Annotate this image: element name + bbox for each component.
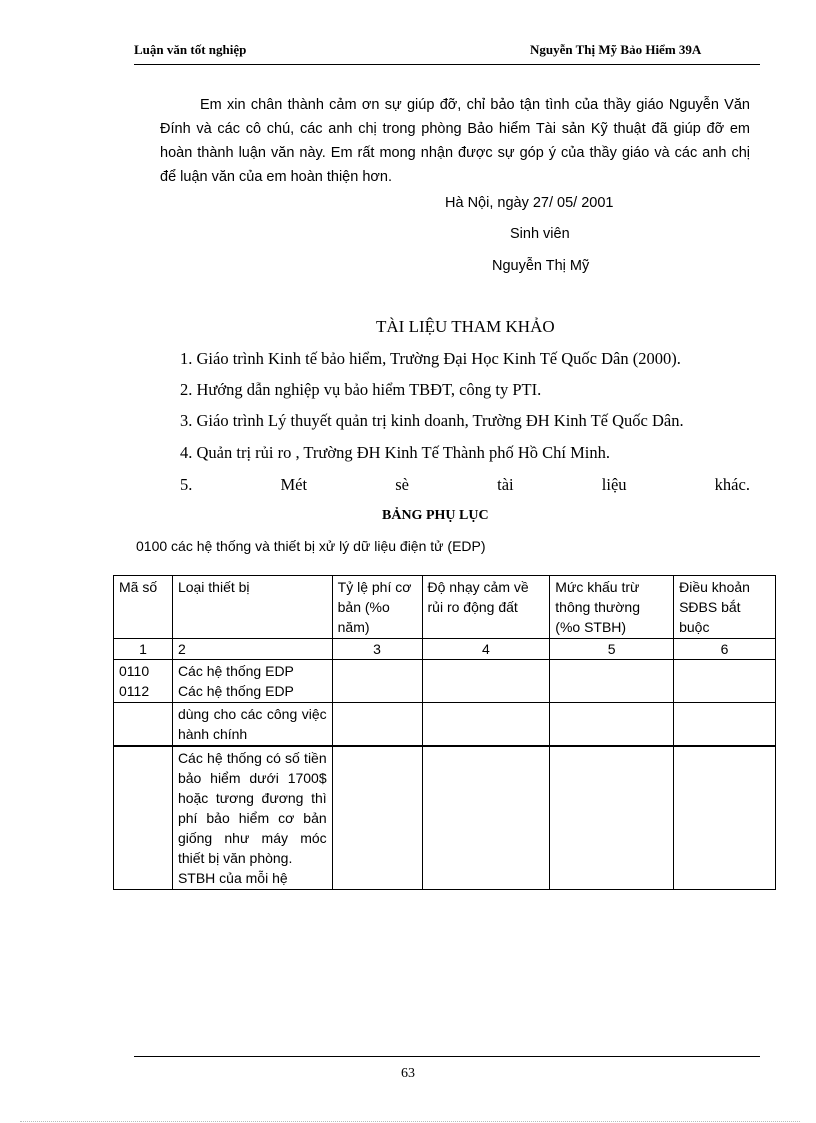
header-cell: Tỷ lệ phí cơ bản (%o năm) [332, 576, 422, 639]
appendix-subtitle: 0100 các hệ thống và thiết bị xử lý dữ liệu điện tử (EDP) [136, 538, 486, 554]
signature-name: Nguyễn Thị Mỹ [492, 258, 590, 274]
signature-role: Sinh viên [510, 226, 570, 242]
reference-item: 4. Quản trị rủi ro , Trường ĐH Kinh Tế Thành phố Hồ Chí Minh. [180, 443, 611, 462]
page-number: 63 [401, 1066, 415, 1081]
reference-item-5 [180, 475, 750, 495]
header-divider [134, 64, 760, 65]
header-cell: Mức khấu trừ thông thường (%o STBH) [550, 576, 674, 639]
column-number: 6 [674, 639, 776, 660]
footer-divider [134, 1056, 760, 1057]
place-date: Hà Nội, ngày 27/ 05/ 2001 [445, 195, 614, 211]
reference-word: khác. [714, 475, 750, 494]
header-cell: Mã số [114, 576, 173, 639]
header-cell: Loại thiết bị [172, 576, 332, 639]
reference-word: 5. [180, 475, 193, 494]
row-type: dùng cho các công việc hành chính [172, 703, 332, 747]
table-row [114, 703, 776, 747]
column-number: 5 [550, 639, 674, 660]
column-number: 3 [332, 639, 422, 660]
appendix-title: BẢNG PHỤ LỤC [382, 508, 489, 523]
reference-word: Mét [280, 475, 308, 494]
row-code [114, 746, 173, 890]
reference-item: 1. Giáo trình Kinh tế bảo hiểm, Trường Đại Học Kinh Tế Quốc Dân (2000). [180, 349, 681, 368]
reference-word: sè [395, 475, 409, 494]
row-type: Các hệ thống có số tiền bảo hiểm dưới 1700$ hoặc tương đương thì phí bảo hiểm cơ bản giống như máy móc thiết bị văn phòng. STBH của mỗi hệ [172, 746, 332, 890]
reference-item: 2. Hướng dẫn nghiệp vụ bảo hiểm TBĐT, công ty PTI. [180, 380, 542, 399]
header-cell: Độ nhạy cảm về rủi ro động đất [422, 576, 550, 639]
page-bottom-dotted-line [20, 1121, 800, 1122]
column-number: 4 [422, 639, 550, 660]
row-code: 0110 0112 [114, 660, 173, 703]
header-author: Nguyễn Thị Mỹ Bảo Hiểm 39A [530, 42, 702, 57]
table-header-row [114, 576, 776, 639]
header-document-title: Luận văn tốt nghiệp [134, 42, 247, 57]
reference-word: liệu [601, 475, 627, 494]
column-number-row [114, 639, 776, 660]
header-cell: Điều khoản SĐBS bắt buộc [674, 576, 776, 639]
appendix-table [113, 575, 776, 890]
row-code [114, 703, 173, 747]
column-number: 2 [172, 639, 332, 660]
closing-paragraph: Em xin chân thành cảm ơn sự giúp đỡ, chỉ bảo tận tình của thầy giáo Nguyễn Văn Đính và các cô chú, các anh chị trong phòng Bảo hiểm Tài sản Kỹ thuật đã giúp đỡ em hoàn thành luận văn này. Em rất mong nhận được sự góp ý của thầy giáo và các anh chị để luận văn của em hoàn thiện hơn. [160, 97, 750, 185]
references-title: TÀI LIỆU THAM KHẢO [376, 317, 555, 336]
reference-item: 3. Giáo trình Lý thuyết quản trị kinh doanh, Trường ĐH Kinh Tế Quốc Dân. [180, 411, 684, 430]
table-row [114, 660, 776, 703]
reference-word: tài [497, 475, 514, 494]
row-type: Các hệ thống EDP Các hệ thống EDP [172, 660, 332, 703]
column-number: 1 [114, 639, 173, 660]
table-row [114, 746, 776, 890]
